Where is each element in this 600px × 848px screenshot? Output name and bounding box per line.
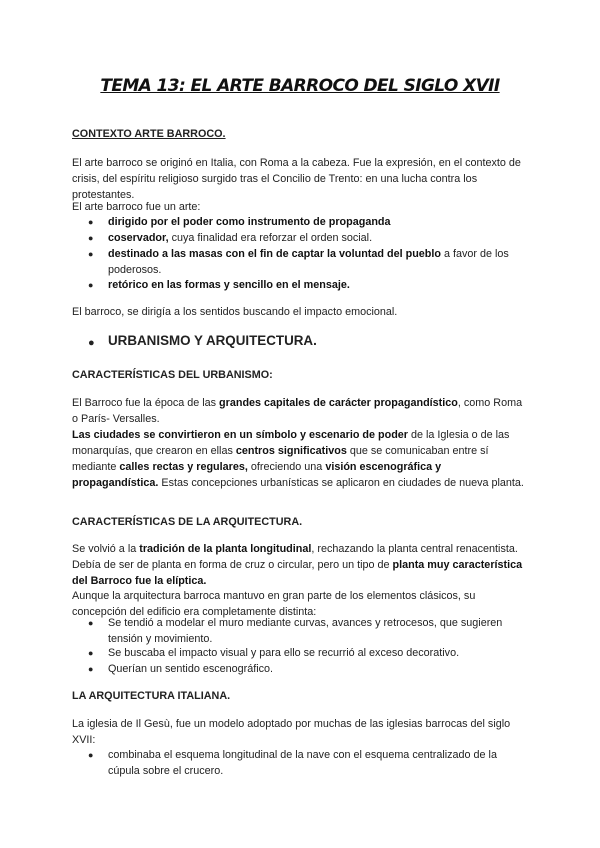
bullet-icon: ●: [88, 249, 94, 259]
text: Estas concepciones urbanísticas se aplicaron en ciudades de nueva planta.: [158, 477, 524, 489]
list-item: [108, 230, 528, 246]
section-heading-urbanismo: CARACTERÍSTICAS DEL URBANISMO:: [72, 369, 273, 381]
bold-text: Las ciudades se convirtieron en un símbolo y escenario de poder: [72, 429, 409, 441]
list-item: [108, 246, 528, 278]
bold-text: destinado a las masas con el fin de captar la voluntad del pueblo: [108, 248, 441, 260]
list-item: combinaba el esquema longitudinal de la nave con el esquema centralizado de la cúpula sobre el crucero.: [108, 749, 497, 777]
bold-text: centros significativos: [235, 445, 347, 457]
text: ofreciendo una: [247, 461, 326, 473]
text: Se volvió a la: [72, 543, 140, 555]
paragraph: [72, 395, 530, 427]
text: , rechazando la planta central renacentista. Debía de ser de planta en forma de cruz o circular, pero un tipo de: [72, 543, 518, 571]
paragraph: [72, 427, 530, 491]
text: , como Roma o París- Versalles.: [72, 397, 523, 425]
list-item: Se tendió a modelar el muro mediante curvas, avances y retrocesos, que sugieren tensión y movimiento.: [108, 617, 503, 645]
paragraph: El arte barroco fue un arte:: [72, 201, 201, 213]
text: El Barroco fue la época de las: [72, 397, 220, 409]
section-heading-arquitectura: CARACTERÍSTICAS DE LA ARQUITECTURA.: [72, 516, 303, 528]
paragraph: Aunque la arquitectura barroca mantuvo en gran parte de los elementos clásicos, su concepción del edificio era completamente distinta:: [72, 590, 476, 618]
bold-text: visión escenográfica y propagandística.: [72, 461, 442, 489]
bullet-icon: ●: [88, 233, 94, 243]
section-heading-contexto: CONTEXTO ARTE BARROCO.: [72, 128, 226, 140]
bold-text: tradición de la planta longitudinal: [139, 543, 312, 555]
bullet-icon: ●: [88, 664, 94, 674]
list-item: [108, 214, 528, 230]
text: cuya finalidad era reforzar el orden social.: [168, 232, 373, 244]
bullet-icon: ●: [88, 750, 94, 760]
bold-text: grandes capitales de carácter propagandístico: [219, 397, 458, 409]
section-heading-arquitectura-italiana: LA ARQUITECTURA ITALIANA.: [72, 690, 231, 702]
bullet-icon: ●: [88, 217, 94, 227]
bullet-icon: ●: [88, 337, 95, 349]
text: de la Iglesia o de las monarquías, que crearon en ellas: [72, 429, 510, 457]
list-item: Se buscaba el impacto visual y para ello se recurrió al exceso decorativo.: [108, 647, 460, 659]
paragraph: El arte barroco se originó en Italia, con Roma a la cabeza. Fue la expresión, en el contexto de crisis, del espíritu religioso surgido tras el Concilio de Trento: en una lucha contra los protestantes.: [72, 157, 521, 201]
paragraph: El barroco, se dirigía a los sentidos buscando el impacto emocional.: [72, 306, 398, 318]
document-title: TEMA 13: EL ARTE BARROCO DEL SIGLO XVII: [100, 76, 500, 96]
text: que se comunicaban entre sí mediante: [72, 445, 489, 473]
bullet-icon: ●: [88, 618, 94, 628]
paragraph: La iglesia de Il Gesù, fue un modelo adoptado por muchas de las iglesias barrocas del siglo XVII:: [72, 718, 511, 746]
list-item: Querían un sentido escenográfico.: [108, 663, 274, 675]
bold-text: coservador,: [108, 232, 169, 244]
paragraph: [72, 541, 530, 589]
bold-text: planta muy característica del Barroco fue la elíptica.: [72, 559, 523, 587]
bold-text: retórico en las formas y sencillo en el mensaje.: [108, 279, 350, 291]
bold-text: calles rectas y regulares,: [119, 461, 248, 473]
bullet-icon: ●: [88, 280, 94, 290]
list-item: [108, 277, 528, 293]
bullet-icon: ●: [88, 648, 94, 658]
section-heading-urbanismo-arquitectura: URBANISMO Y ARQUITECTURA.: [108, 333, 317, 348]
bold-text: dirigido por el poder como instrumento de propaganda: [108, 216, 391, 228]
text: a favor de los poderosos.: [108, 248, 509, 276]
